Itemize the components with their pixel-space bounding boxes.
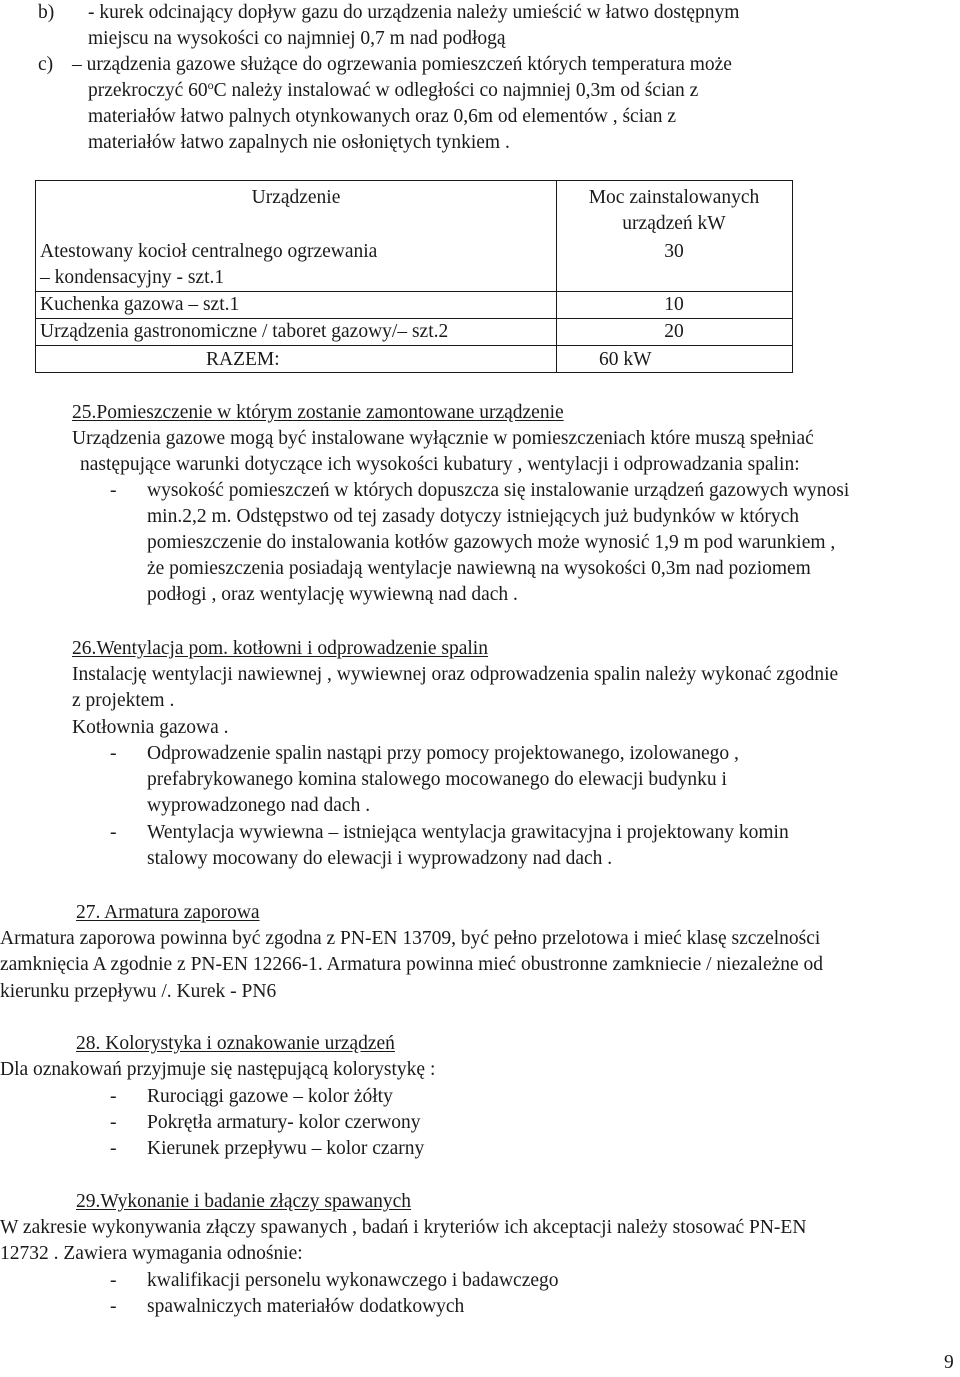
table-header-device: Urządzenie: [251, 187, 341, 208]
section-29-item: spawalniczych materiałów dodatkowych: [147, 1296, 465, 1317]
table-cell-device: Urządzenia gastronomiczne / taboret gazowy/– szt.2: [40, 321, 449, 342]
intro-b-line-2: miejscu na wysokości co najmniej 0,7 m nad podłogą: [88, 28, 506, 49]
intro-b-line-1: - kurek odcinający dopływ gazu do urządzenia należy umieścić w łatwo dostępnym: [88, 2, 740, 23]
section-25-item-line: że pomieszczenia posiadają wentylacje nawiewną na wysokości 0,3m nad poziomem: [147, 558, 811, 579]
section-25-item-line: wysokość pomieszczeń w których dopuszcza się instalowanie urządzeń gazowych wynosi: [147, 480, 850, 501]
section-26-heading: 26.Wentylacja pom. kotłowni i odprowadzenie spalin: [72, 638, 488, 659]
intro-c-line-4: materiałów łatwo zapalnych nie osłoniętych tynkiem .: [88, 132, 510, 153]
table-cell-device: Atestowany kocioł centralnego ogrzewania: [40, 241, 378, 262]
section-29-item: kwalifikacji personelu wykonawczego i badawczego: [147, 1270, 559, 1291]
table-header-power-2: urządzeń kW: [622, 213, 726, 234]
section-26-subheading: Kotłownia gazowa .: [72, 717, 229, 738]
table-cell-device-cont: – kondensacyjny - szt.1: [40, 267, 225, 288]
table-total-value: 60 kW: [599, 349, 652, 370]
table-cell-device: Kuchenka gazowa – szt.1: [40, 294, 240, 315]
list-dash: -: [110, 743, 117, 764]
section-25-item-line: podłogi , oraz wentylację wywiewną nad dach .: [147, 584, 518, 605]
section-26-item-2-line: Wentylacja wywiewna – istniejąca wentylacja grawitacyjna i projektowany komin: [147, 822, 789, 843]
list-label-c: c): [38, 54, 54, 75]
section-27-line: Armatura zaporowa powinna być zgodna z PN-EN 13709, być pełno przelotowa i mieć klasę szczelności: [0, 928, 821, 949]
section-25-item-line: min.2,2 m. Odstępstwo od tej zasady dotyczy istniejących już budynków w których: [147, 506, 800, 527]
table-total-row: [36, 345, 792, 373]
intro-c-line-2: przekroczyć 60$^o$C należy instalować w odległości co najmniej 0,3m od ścian z: [88, 78, 699, 101]
table-row: [36, 318, 792, 345]
list-dash: -: [110, 822, 117, 843]
equipment-power-table: [35, 180, 793, 373]
section-26-item-1-line: prefabrykowanego komina stalowego mocowanego do elewacji budynku i: [147, 769, 727, 790]
section-26-item-1-line: Odprowadzenie spalin nastąpi przy pomocy projektowanego, izolowanego ,: [147, 743, 739, 764]
section-26-item-2-line: stalowy mocowany do elewacji i wyprowadzony nad dach .: [147, 848, 613, 869]
section-29-line: W zakresie wykonywania złączy spawanych , badań i kryteriów ich akceptacji należy stosować PN-EN: [0, 1217, 807, 1238]
table-cell-power: 10: [664, 294, 684, 315]
section-27-line: kierunku przepływu /. Kurek - PN6: [0, 981, 277, 1002]
section-25-para-2: następujące warunki dotyczące ich wysokości kubatury , wentylacji i odprowadzania spalin:: [80, 454, 800, 475]
section-27-line: zamknięcia A zgodnie z PN-EN 12266-1. Armatura powinna mieć obustronne zamkniecie / niezależne od: [0, 954, 824, 975]
list-dash: -: [110, 1296, 117, 1317]
list-dash: -: [110, 1270, 117, 1291]
section-26-para-2: z projektem .: [72, 690, 175, 711]
table-cell-power: 30: [664, 241, 684, 262]
intro-c-line-3: materiałów łatwo palnych otynkowanych oraz 0,6m od elementów , ścian z: [88, 106, 677, 127]
list-dash: -: [110, 1112, 117, 1133]
table-total-label: RAZEM:: [206, 349, 280, 370]
section-25-heading: 25.Pomieszczenie w którym zostanie zamontowane urządzenie: [72, 402, 564, 423]
degree-superscript: o: [207, 78, 214, 92]
section-29-line: 12732 . Zawiera wymagania odnośnie:: [0, 1243, 303, 1264]
section-29-heading: 29.Wykonanie i badanie złączy spawanych: [76, 1191, 412, 1212]
table-header-row: [36, 181, 792, 239]
table-header-power-1: Moc zainstalowanych: [588, 187, 760, 208]
list-label-b: b): [38, 2, 55, 23]
table-cell-power: 20: [664, 321, 684, 342]
section-26-para-1: Instalację wentylacji nawiewnej , wywiewnej oraz odprowadzenia spalin należy wykonać zgodnie: [72, 664, 839, 685]
section-25-para-1: Urządzenia gazowe mogą być instalowane wyłącznie w pomieszczeniach które muszą spełniać: [72, 428, 814, 449]
section-28-item: Kierunek przepływu – kolor czarny: [147, 1138, 425, 1159]
section-25-item-line: pomieszczenie do instalowania kotłów gazowych może wynosić 1,9 m pod warunkiem ,: [147, 532, 836, 553]
section-27-heading: 27. Armatura zaporowa: [76, 902, 260, 923]
section-26-item-1-line: wyprowadzonego nad dach .: [147, 795, 371, 816]
section-28-item: Pokrętła armatury- kolor czerwony: [147, 1112, 421, 1133]
section-28-item: Rurociągi gazowe – kolor żółty: [147, 1086, 393, 1107]
list-dash: -: [110, 480, 117, 501]
section-28-intro: Dla oznakowań przyjmuje się następującą kolorystykę :: [0, 1059, 436, 1080]
table-row: [36, 291, 792, 318]
section-28-heading: 28. Kolorystyka i oznakowanie urządzeń: [76, 1033, 395, 1054]
list-dash: -: [110, 1086, 117, 1107]
table-row: [36, 239, 792, 291]
intro-c-line-1: – urządzenia gazowe służące do ogrzewania pomieszczeń których temperatura może: [72, 54, 732, 75]
list-dash: -: [110, 1138, 117, 1159]
page-number: 9: [944, 1352, 954, 1373]
